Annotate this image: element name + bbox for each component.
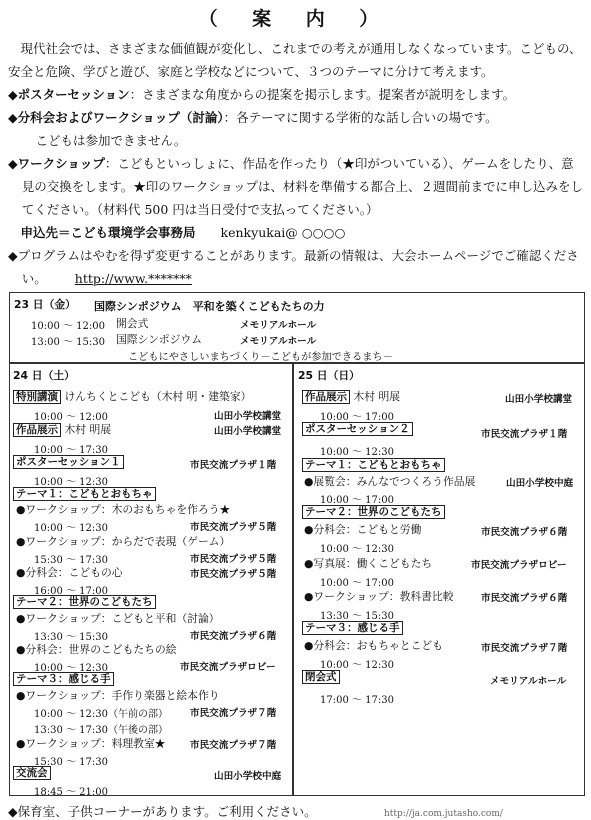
day24-theme1-tag: テーマ１：こどもとおもちゃ — [13, 487, 156, 501]
intro-section — [8, 37, 583, 290]
day25-box — [293, 363, 585, 796]
day24-theme2-a: ●ワークショップ：こどもと平和（討論） — [16, 612, 220, 625]
day25-heikai-tag: 閉会式 — [302, 670, 340, 684]
day25-theme1 — [302, 458, 445, 472]
day25-theme2-a-venue: 市民交流プラザ６階 — [481, 527, 568, 538]
day25-poster-time: 10:00 ～ 12:30 — [320, 447, 394, 458]
day24-theme1 — [13, 487, 156, 501]
day25-sakuhin-text: 木村 明展 — [353, 390, 401, 403]
footer-url: http://ja.com.jutasho.com/ — [384, 809, 503, 819]
bunkakai-note: こどもは参加できません。 — [35, 133, 187, 148]
day23-row2-time: 13:00 ～ 15:30 — [31, 337, 105, 348]
day24-sakuhin-text: 木村 明展 — [64, 423, 112, 436]
day25-theme2-b: ●写真展：働くこどもたち — [304, 557, 433, 570]
poster-session-info — [8, 83, 583, 106]
day24-sakuhin-time: 10:00 ～ 17:30 — [34, 445, 108, 456]
day24-theme1-a-time: 10:00 ～ 12:30 — [34, 523, 108, 534]
day25-theme3-a-time: 10:00 ～ 12:30 — [320, 660, 394, 671]
day24-theme1-c: ●分科会：こどもの心 — [16, 566, 123, 579]
program-note-text: ◆プログラムはやむを得ず変更することがあります。最新の情報は、大会ホームページでご確認ください。 — [8, 248, 579, 286]
footer-note: ◆保育室、子供コーナーがあります。ご利用ください。 — [8, 804, 317, 819]
day24-theme2-tag: テーマ２：世界のこどもたち — [13, 595, 156, 609]
day24-tokubetsu-tag: 特別講演 — [13, 390, 61, 404]
day25-theme3-a-venue: 市民交流プラザ７階 — [481, 643, 568, 654]
day24-theme3-b: ●ワークショップ：料理教室★ — [16, 737, 166, 750]
day24-theme1-c-time: 16:00 ～ 17:00 — [34, 586, 108, 597]
day25-theme1-a: ●展覧会：みんなでつくろう作品展 — [304, 475, 476, 488]
day24-tokubetsu-text: けんちくとこども（木村 明・建築家） — [64, 390, 252, 403]
day24-koryu-venue: 山田小学校中庭 — [214, 771, 282, 782]
day25-sakuhin — [302, 389, 400, 404]
day25-theme2-a: ●分科会：こどもと労働 — [304, 523, 422, 536]
apply-email: kenkyukai@ ○○○○ — [220, 225, 346, 240]
day25-theme3 — [302, 621, 403, 635]
day23-note: こどもにやさしいまちづくり－こどもが参加できるまち－ — [128, 352, 393, 363]
day24-sakuhin-venue: 山田小学校講堂 — [214, 426, 282, 437]
day24-theme1-a-venue: 市民交流プラザ５階 — [190, 522, 277, 533]
day24-poster-venue: 市民交流プラザ１階 — [190, 460, 277, 471]
day24-theme2 — [13, 595, 156, 609]
day25-theme2-c-venue: 市民交流プラザ６階 — [481, 593, 568, 604]
bunkakai-info — [8, 106, 583, 129]
day25-theme2-b-time: 10:00 ～ 17:00 — [320, 578, 394, 589]
day25-sakuhin-venue: 山田小学校講堂 — [505, 394, 573, 405]
day24-theme1-b: ●ワークショップ：からだで表現（ゲーム） — [16, 535, 231, 548]
apply-label: 申込先＝こども環境学会事務局 — [20, 225, 196, 240]
poster-session-text: ：さまざまな角度からの提案を掲示します。提案者が説明をします。 — [129, 87, 516, 102]
day23-title: 23 日（金） — [14, 298, 76, 311]
day24-poster-tag: ポスターセッション１ — [13, 455, 124, 469]
day23-row1-venue: メモリアルホール — [240, 320, 317, 331]
day24-poster — [13, 455, 124, 469]
bunkakai-label: ◆分科会およびワークショップ（討論） — [8, 110, 224, 125]
workshop-label: ◆ワークショップ — [8, 156, 105, 171]
day25-heikai-time: 17:00 ～ 17:30 — [320, 695, 394, 706]
day25-theme1-tag: テーマ１：こどもとおもちゃ — [302, 458, 445, 472]
day24-tokubetsu-time: 10:00 ～ 12:00 — [34, 412, 108, 423]
day24-theme2-b-venue: 市民交流プラザロビー — [180, 662, 276, 673]
day24-sakuhin-tag: 作品展示 — [13, 423, 61, 437]
page-title: （ 案 内 ） — [198, 8, 393, 30]
day24-tokubetsu-venue: 山田小学校講堂 — [214, 411, 282, 422]
intro-paragraph: 現代社会では、さまざまな価値観が変化し、これまでの考えが通用しなくなっています。こどもの、安全と危険、学びと遊び、家庭と学校などについて、３つのテーマに分けて考えます。 — [8, 41, 582, 79]
day24-theme1-b-venue: 市民交流プラザ５階 — [190, 554, 277, 565]
day24-title: 24 日（土） — [13, 369, 75, 382]
day25-theme3-tag: テーマ３：感じる手 — [302, 621, 403, 635]
day24-theme3-a-time1: 10:00 ～ 12:30（午前の部） — [34, 709, 168, 720]
day24-theme1-c-venue: 市民交流プラザ５階 — [190, 569, 277, 580]
apply-info — [8, 221, 583, 244]
day25-theme1-a-venue: 山田小学校中庭 — [506, 478, 574, 489]
day24-tokubetsu — [13, 389, 251, 404]
day23-box — [9, 292, 585, 363]
day25-theme2-b-venue: 市民交流プラザロビー — [471, 560, 567, 571]
day25-theme2 — [302, 505, 445, 519]
day24-theme2-a-venue: 市民交流プラザ６階 — [190, 631, 277, 642]
day24-theme1-b-time: 15:30 ～ 17:30 — [34, 555, 108, 566]
day24-theme3-b-venue: 市民交流プラザ７階 — [190, 740, 277, 751]
day23-subtitle: 国際シンポジウム 平和を築くこどもたちの力 — [94, 300, 325, 313]
day24-theme2-b-time: 10:00 ～ 12:30 — [34, 663, 108, 674]
day23-row2-venue: メモリアルホール — [240, 336, 317, 347]
day24-poster-time: 10:00 ～ 12:30 — [34, 477, 108, 488]
day25-theme2-tag: テーマ２：世界のこどもたち — [302, 505, 445, 519]
day24-theme2-b: ●分科会：世界のこどもたちの絵 — [16, 643, 177, 656]
day25-theme1-a-time: 10:00 ～ 17:00 — [320, 495, 394, 506]
day25-theme2-c-time: 13:30 ～ 15:30 — [320, 611, 394, 622]
day24-koryu-tag: 交流会 — [13, 766, 51, 780]
day24-theme3-tag: テーマ３：感じる手 — [13, 672, 114, 686]
day24-theme3 — [13, 672, 114, 686]
day24-koryu-time: 18:45 ～ 21:00 — [34, 787, 108, 798]
day24-box — [9, 363, 293, 796]
day23-row2-event: 国際シンポジウム — [116, 333, 202, 346]
day25-theme3-a: ●分科会：おもちゃとこども — [304, 639, 443, 652]
day25-poster-tag: ポスターセッション２ — [302, 422, 413, 436]
day24-theme3-a: ●ワークショップ：手作り楽器と絵本作り — [16, 689, 220, 702]
workshop-info — [8, 152, 583, 221]
day25-sakuhin-tag: 作品展示 — [302, 390, 350, 404]
day24-theme1-a: ●ワークショップ：木のおもちゃを作ろう★ — [16, 503, 231, 516]
day24-theme3-a-time2: 13:30 ～ 17:30（午後の部） — [34, 725, 168, 736]
day23-row1-event: 開会式 — [116, 317, 149, 330]
website-link[interactable]: http://www.******* — [74, 271, 192, 286]
day24-theme3-a-venue: 市民交流プラザ７階 — [190, 708, 277, 719]
day25-sakuhin-time: 10:00 ～ 17:00 — [320, 412, 394, 423]
day24-koryu — [13, 766, 51, 780]
workshop-text: ：こどもといっしょに、作品を作ったり（★印がついている）、ゲームをしたり、意見の交換をします。★印のワークショップは、材料を準備する都合上、２週間前までに申し込みをしてください。（材料代 500 円は当日受付で支払ってください。） — [21, 156, 584, 217]
day25-heikai — [302, 670, 340, 684]
bunkakai-text: ：各テーマに関する学術的な話し合いの場です。 — [223, 110, 498, 125]
day25-title: 25 日（日） — [298, 369, 360, 382]
day25-poster-venue: 市民交流プラザ１階 — [481, 429, 568, 440]
day24-sakuhin — [13, 422, 111, 437]
day23-row1-time: 10:00 ～ 12:00 — [31, 321, 105, 332]
day25-theme2-c: ●ワークショップ：教科書比較 — [304, 590, 454, 603]
poster-session-label: ◆ポスターセッション — [8, 87, 130, 102]
day24-theme3-b-time: 15:30 ～ 17:30 — [34, 757, 108, 768]
day25-poster — [302, 422, 413, 436]
program-note — [8, 244, 583, 290]
day25-theme2-a-time: 10:00 ～ 12:30 — [320, 544, 394, 555]
day25-heikai-venue: メモリアルホール — [490, 676, 567, 687]
day24-theme2-a-time: 13:30 ～ 15:30 — [34, 632, 108, 643]
